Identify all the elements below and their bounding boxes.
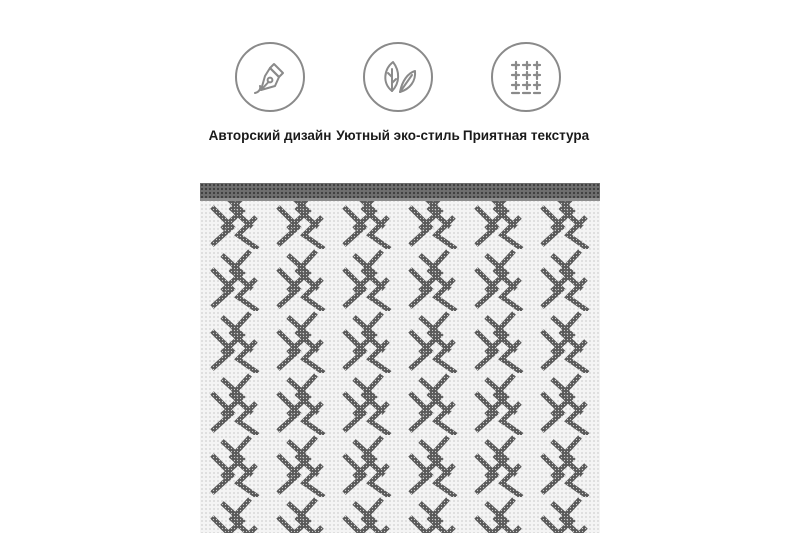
feature-label: Авторский дизайн <box>208 128 332 143</box>
rug-fabric-image <box>200 183 600 533</box>
rug-border-strip <box>200 183 600 201</box>
features-row <box>0 0 800 170</box>
pen-nib-icon <box>235 42 305 112</box>
rug-geometric-pattern <box>200 197 600 533</box>
feature-label: Уютный эко-стиль <box>336 128 460 143</box>
feature-nice-texture <box>446 42 606 162</box>
weave-texture-icon <box>491 42 561 112</box>
leaves-icon <box>363 42 433 112</box>
feature-label: Приятная текстура <box>462 128 590 143</box>
